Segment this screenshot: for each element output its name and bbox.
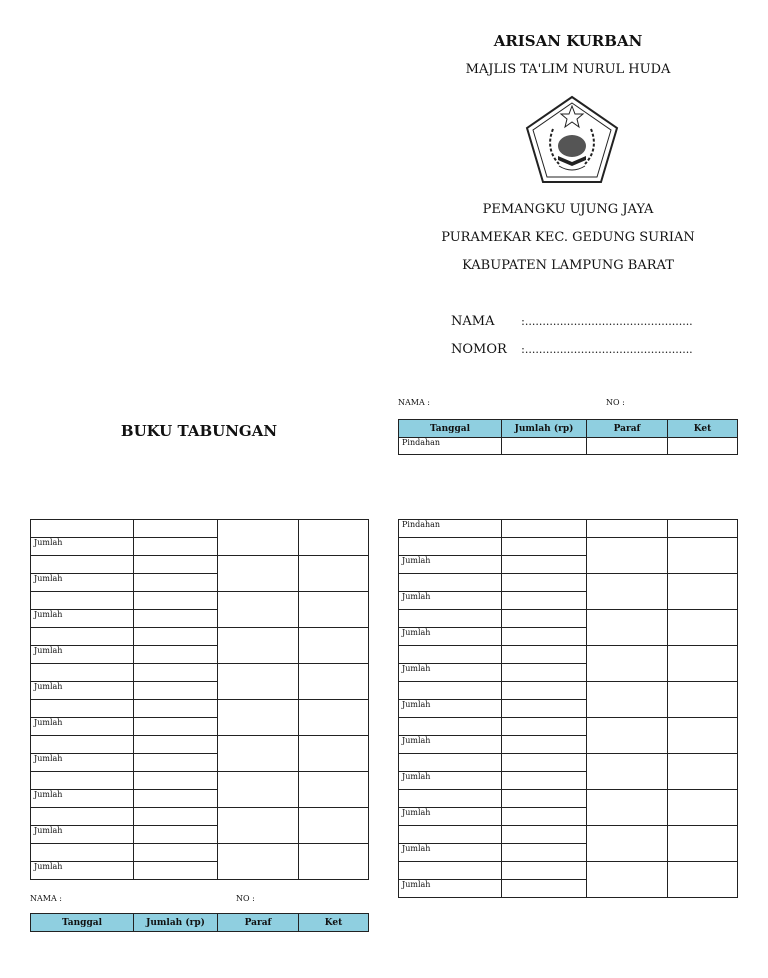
table-row — [399, 610, 738, 628]
amount-cell[interactable] — [502, 538, 587, 556]
sum-amount-cell[interactable] — [502, 736, 587, 754]
paraf-cell[interactable] — [587, 538, 668, 574]
ket-cell[interactable] — [668, 520, 738, 538]
table-row — [399, 790, 738, 808]
sum-label: Jumlah — [399, 664, 502, 682]
paraf-cell[interactable] — [218, 520, 299, 556]
sum-label: Jumlah — [31, 574, 134, 592]
paraf-cell[interactable] — [218, 808, 299, 844]
table-row — [399, 682, 738, 700]
ket-cell[interactable] — [668, 826, 738, 862]
date-cell[interactable] — [399, 574, 502, 592]
amount-cell[interactable] — [502, 862, 587, 880]
form-no-label-bottom: NO : — [236, 894, 255, 903]
table-row — [399, 646, 738, 664]
paraf-cell[interactable] — [587, 610, 668, 646]
carry-label: Pindahan — [399, 438, 502, 455]
col-jumlah: Jumlah (rp) — [134, 914, 218, 932]
col-tanggal: Tanggal — [31, 914, 134, 932]
paraf-cell[interactable] — [587, 862, 668, 898]
cell[interactable] — [668, 438, 738, 455]
sum-label: Jumlah — [31, 754, 134, 772]
header-table-left — [30, 913, 369, 932]
ket-cell[interactable] — [668, 754, 738, 790]
sum-label: Jumlah — [31, 682, 134, 700]
cover-number-label: NOMOR — [451, 342, 507, 357]
date-cell[interactable] — [31, 664, 134, 682]
paraf-cell[interactable] — [218, 844, 299, 880]
amount-cell[interactable] — [134, 628, 218, 646]
book-title: BUKU TABUNGAN — [120, 422, 278, 440]
sum-amount-cell[interactable] — [502, 628, 587, 646]
sum-amount-cell[interactable] — [502, 772, 587, 790]
col-paraf: Paraf — [587, 420, 668, 438]
sum-amount-cell[interactable] — [502, 700, 587, 718]
date-cell[interactable] — [31, 700, 134, 718]
paraf-cell[interactable] — [587, 754, 668, 790]
sum-label: Jumlah — [399, 880, 502, 898]
ket-cell[interactable] — [668, 790, 738, 826]
amount-cell[interactable] — [134, 772, 218, 790]
amount-cell[interactable] — [134, 664, 218, 682]
sum-amount-cell[interactable] — [502, 808, 587, 826]
date-cell[interactable] — [399, 790, 502, 808]
paraf-cell[interactable] — [587, 646, 668, 682]
amount-cell[interactable] — [134, 736, 218, 754]
ket-cell[interactable] — [299, 844, 369, 880]
date-cell[interactable] — [31, 628, 134, 646]
col-jumlah: Jumlah (rp) — [502, 420, 587, 438]
sum-label: Jumlah — [399, 844, 502, 862]
date-cell[interactable] — [399, 682, 502, 700]
date-cell[interactable] — [31, 736, 134, 754]
table-row — [31, 736, 369, 754]
amount-cell[interactable] — [134, 808, 218, 826]
sum-label: Jumlah — [399, 556, 502, 574]
sum-label: Jumlah — [399, 628, 502, 646]
table-row — [399, 754, 738, 772]
sum-label: Jumlah — [399, 808, 502, 826]
table-row — [31, 844, 369, 862]
paraf-cell[interactable] — [587, 826, 668, 862]
ket-cell[interactable] — [668, 610, 738, 646]
cell[interactable] — [587, 438, 668, 455]
table-row — [399, 520, 738, 538]
form-name-label: NAMA : — [398, 398, 430, 407]
sum-amount-cell[interactable] — [134, 682, 218, 700]
date-cell[interactable] — [399, 646, 502, 664]
col-tanggal: Tanggal — [399, 420, 502, 438]
paraf-cell[interactable] — [218, 556, 299, 592]
cover-name-label: NAMA — [451, 314, 495, 329]
ket-cell[interactable] — [668, 682, 738, 718]
table-row — [399, 862, 738, 880]
amount-cell[interactable] — [502, 682, 587, 700]
sum-label: Jumlah — [31, 790, 134, 808]
col-paraf: Paraf — [218, 914, 299, 932]
sum-amount-cell[interactable] — [134, 862, 218, 880]
date-cell[interactable] — [399, 610, 502, 628]
amount-cell[interactable] — [134, 556, 218, 574]
table-row — [31, 556, 369, 574]
sum-amount-cell[interactable] — [134, 790, 218, 808]
cover-subtitle: MAJLIS TA'LIM NURUL HUDA — [465, 62, 671, 77]
ket-cell[interactable] — [668, 574, 738, 610]
amount-cell[interactable] — [502, 790, 587, 808]
date-cell[interactable] — [31, 556, 134, 574]
paraf-cell[interactable] — [587, 682, 668, 718]
sum-label: Jumlah — [399, 736, 502, 754]
ket-cell[interactable] — [668, 538, 738, 574]
amount-cell[interactable] — [502, 610, 587, 628]
paraf-cell[interactable] — [218, 628, 299, 664]
sum-amount-cell[interactable] — [134, 718, 218, 736]
col-ket: Ket — [668, 420, 738, 438]
table-row — [31, 772, 369, 790]
date-cell[interactable] — [399, 826, 502, 844]
ket-cell[interactable] — [668, 862, 738, 898]
table-row — [399, 826, 738, 844]
sum-amount-cell[interactable] — [502, 880, 587, 898]
paraf-cell[interactable] — [587, 520, 668, 538]
date-cell[interactable] — [399, 538, 502, 556]
cover-title: ARISAN KURBAN — [493, 32, 643, 50]
ket-cell[interactable] — [299, 700, 369, 736]
ket-cell[interactable] — [299, 664, 369, 700]
amount-cell[interactable] — [134, 592, 218, 610]
address-line-3: KABUPATEN LAMPUNG BARAT — [462, 258, 674, 273]
sum-amount-cell[interactable] — [134, 538, 218, 556]
ket-cell[interactable] — [299, 628, 369, 664]
table-row — [31, 808, 369, 826]
address-line-2: PURAMEKAR KEC. GEDUNG SURIAN — [441, 230, 695, 245]
ledger-table-left — [30, 519, 369, 880]
sum-label: Jumlah — [31, 538, 134, 556]
sum-label: Jumlah — [399, 700, 502, 718]
paraf-cell[interactable] — [587, 718, 668, 754]
sum-amount-cell[interactable] — [134, 826, 218, 844]
ket-cell[interactable] — [299, 808, 369, 844]
paraf-cell[interactable] — [587, 790, 668, 826]
table-row — [399, 574, 738, 592]
table-row — [399, 718, 738, 736]
date-cell[interactable] — [399, 862, 502, 880]
paraf-cell[interactable] — [218, 772, 299, 808]
sum-amount-cell[interactable] — [502, 556, 587, 574]
sum-amount-cell[interactable] — [502, 844, 587, 862]
paraf-cell[interactable] — [218, 736, 299, 772]
ket-cell[interactable] — [299, 556, 369, 592]
date-cell[interactable] — [399, 718, 502, 736]
cover-number-field[interactable]: :................................................ — [521, 343, 693, 356]
ket-cell[interactable] — [299, 772, 369, 808]
date-cell[interactable] — [31, 844, 134, 862]
date-cell[interactable] — [399, 754, 502, 772]
cover-number-row — [451, 342, 693, 357]
amount-cell[interactable] — [134, 520, 218, 538]
table-row — [31, 700, 369, 718]
table-row — [31, 592, 369, 610]
date-cell[interactable] — [31, 808, 134, 826]
table-row — [31, 664, 369, 682]
date-cell[interactable] — [31, 520, 134, 538]
amount-cell[interactable] — [134, 700, 218, 718]
form-no-label: NO : — [606, 398, 625, 407]
address-line-1: PEMANGKU UJUNG JAYA — [482, 202, 654, 217]
sum-amount-cell[interactable] — [502, 592, 587, 610]
col-ket: Ket — [299, 914, 369, 932]
amount-cell[interactable] — [502, 574, 587, 592]
ledger-table-right — [398, 519, 738, 898]
table-row — [31, 520, 369, 538]
amount-cell[interactable] — [502, 646, 587, 664]
ket-cell[interactable] — [299, 736, 369, 772]
form-name-label-bottom: NAMA : — [30, 894, 62, 903]
header-table-right — [398, 419, 738, 455]
sum-amount-cell[interactable] — [134, 610, 218, 628]
sum-amount-cell[interactable] — [134, 754, 218, 772]
cell[interactable] — [502, 438, 587, 455]
amount-cell[interactable] — [502, 718, 587, 736]
sum-label: Jumlah — [399, 772, 502, 790]
amount-cell[interactable] — [502, 754, 587, 772]
table-row — [31, 628, 369, 646]
amount-cell[interactable] — [502, 826, 587, 844]
paraf-cell[interactable] — [587, 574, 668, 610]
sum-label: Jumlah — [31, 610, 134, 628]
sum-label: Jumlah — [31, 646, 134, 664]
date-cell[interactable] — [31, 592, 134, 610]
paraf-cell[interactable] — [218, 592, 299, 628]
sum-amount-cell[interactable] — [502, 664, 587, 682]
sum-amount-cell[interactable] — [134, 574, 218, 592]
amount-cell[interactable] — [134, 844, 218, 862]
kemenag-emblem-icon — [523, 94, 621, 186]
sum-label: Jumlah — [399, 592, 502, 610]
ket-cell[interactable] — [668, 646, 738, 682]
cover-name-row — [451, 314, 693, 329]
date-cell[interactable] — [31, 772, 134, 790]
sum-label: Jumlah — [31, 718, 134, 736]
ket-cell[interactable] — [668, 718, 738, 754]
paraf-cell[interactable] — [218, 700, 299, 736]
paraf-cell[interactable] — [218, 664, 299, 700]
ket-cell[interactable] — [299, 520, 369, 556]
sum-label: Jumlah — [31, 826, 134, 844]
amount-cell[interactable] — [502, 520, 587, 538]
table-row — [399, 538, 738, 556]
ket-cell[interactable] — [299, 592, 369, 628]
sum-amount-cell[interactable] — [134, 646, 218, 664]
sum-label: Jumlah — [31, 862, 134, 880]
carry-label: Pindahan — [399, 520, 502, 538]
cover-name-field[interactable]: :................................................ — [521, 315, 693, 328]
